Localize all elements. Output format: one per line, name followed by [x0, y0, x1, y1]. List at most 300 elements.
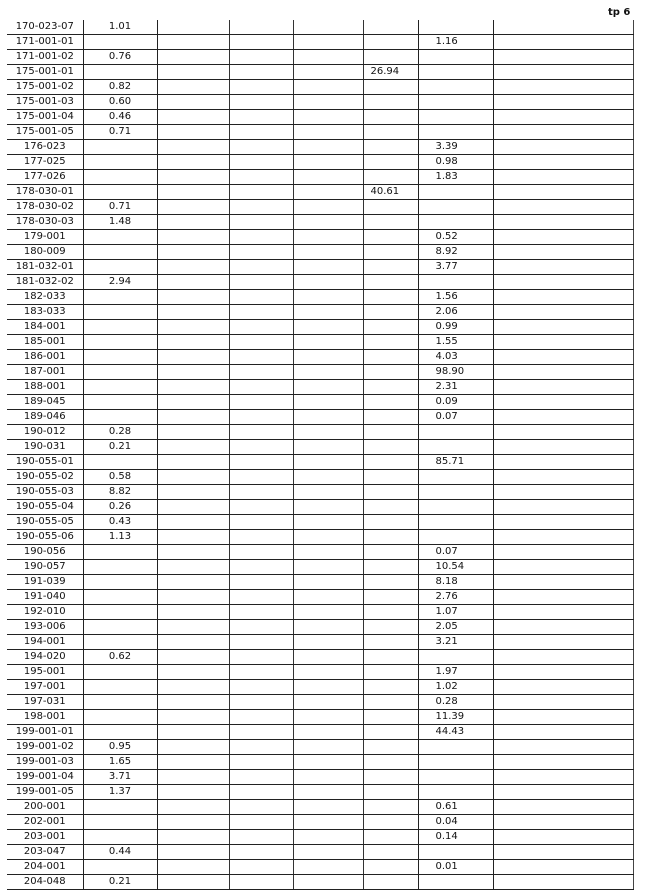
parcel-id-cell: 192-010: [7, 605, 83, 620]
blank-cell: [493, 740, 633, 755]
blank-cell: [493, 785, 633, 800]
value-c-text: 3.77: [435, 261, 458, 272]
value-a-cell: [83, 665, 157, 680]
value-b-cell: [363, 380, 418, 395]
blank-cell: [157, 515, 229, 530]
blank-cell: [157, 200, 229, 215]
blank-cell: [493, 320, 633, 335]
value-b-cell: [363, 740, 418, 755]
parcel-id-cell: 170-023-07: [7, 20, 83, 35]
blank-cell: [229, 740, 293, 755]
table-row: [7, 455, 633, 470]
blank-cell: [229, 95, 293, 110]
value-c-text: 2.05: [435, 621, 458, 632]
blank-cell: [229, 395, 293, 410]
value-c-text: 8.92: [435, 246, 458, 257]
blank-cell: [493, 425, 633, 440]
value-c-cell: [418, 20, 493, 35]
blank-cell: [157, 275, 229, 290]
blank-cell: [157, 320, 229, 335]
blank-cell: [293, 650, 363, 665]
blank-cell: [293, 350, 363, 365]
value-c-cell: [418, 200, 493, 215]
blank-cell: [157, 860, 229, 875]
value-a-cell: [83, 395, 157, 410]
value-c-cell: [418, 575, 493, 590]
value-a-cell: [83, 245, 157, 260]
value-a-cell: 2.94: [83, 275, 157, 290]
blank-cell: [293, 860, 363, 875]
blank-cell: [229, 20, 293, 35]
blank-cell: [293, 845, 363, 860]
value-b-cell: [363, 770, 418, 785]
value-c-cell: [418, 290, 493, 305]
value-b-cell: [363, 350, 418, 365]
parcel-id-cell: 176-023: [7, 140, 83, 155]
blank-cell: [157, 410, 229, 425]
value-c-text: 2.76: [435, 591, 458, 602]
value-b-cell: [363, 95, 418, 110]
value-b-cell: [363, 455, 418, 470]
blank-cell: [293, 305, 363, 320]
blank-cell: [493, 830, 633, 845]
table-row: [7, 20, 633, 35]
blank-cell: [157, 485, 229, 500]
parcel-id-cell: 190-055-05: [7, 515, 83, 530]
blank-cell: [157, 230, 229, 245]
blank-cell: [157, 155, 229, 170]
blank-cell: [293, 575, 363, 590]
value-a-cell: 0.26: [83, 500, 157, 515]
blank-cell: [157, 755, 229, 770]
blank-cell: [293, 500, 363, 515]
blank-cell: [157, 695, 229, 710]
parcel-id-cell: 194-020: [7, 650, 83, 665]
value-a-cell: [83, 320, 157, 335]
table-row: [7, 590, 633, 605]
table-row: [7, 575, 633, 590]
blank-cell: [157, 395, 229, 410]
blank-cell: [293, 455, 363, 470]
blank-cell: [493, 440, 633, 455]
blank-cell: [157, 290, 229, 305]
table-row: [7, 305, 633, 320]
table-row: [7, 185, 633, 200]
blank-cell: [293, 125, 363, 140]
blank-cell: [493, 770, 633, 785]
blank-cell: [229, 710, 293, 725]
blank-cell: [293, 425, 363, 440]
value-a-cell: 0.46: [83, 110, 157, 125]
value-a-cell: 0.28: [83, 425, 157, 440]
value-c-text: 85.71: [435, 456, 465, 467]
parcel-id-cell: 178-030-03: [7, 215, 83, 230]
value-c-cell: [418, 320, 493, 335]
table-row: [7, 170, 633, 185]
value-c-cell: [418, 170, 493, 185]
value-c-text: 44.43: [435, 726, 465, 737]
value-a-cell: [83, 305, 157, 320]
value-b-cell: [363, 725, 418, 740]
value-b-cell: [363, 590, 418, 605]
blank-cell: [157, 830, 229, 845]
blank-cell: [229, 65, 293, 80]
blank-cell: [229, 515, 293, 530]
value-c-text: 98.90: [435, 366, 465, 377]
blank-cell: [493, 605, 633, 620]
table-row: [7, 770, 633, 785]
blank-cell: [157, 260, 229, 275]
value-b-cell: [363, 170, 418, 185]
parcel-id-cell: 178-030-02: [7, 200, 83, 215]
value-a-cell: [83, 605, 157, 620]
blank-cell: [229, 350, 293, 365]
value-c-cell: [418, 335, 493, 350]
blank-cell: [493, 200, 633, 215]
blank-cell: [157, 35, 229, 50]
blank-cell: [229, 800, 293, 815]
blank-cell: [229, 200, 293, 215]
blank-cell: [493, 80, 633, 95]
blank-cell: [493, 710, 633, 725]
parcel-id-cell: 190-055-01: [7, 455, 83, 470]
table-row: [7, 875, 633, 890]
parcel-id-cell: 185-001: [7, 335, 83, 350]
value-b-cell: [363, 200, 418, 215]
blank-cell: [229, 575, 293, 590]
value-b-cell: [363, 230, 418, 245]
table-row: [7, 320, 633, 335]
value-a-cell: [83, 410, 157, 425]
blank-cell: [157, 800, 229, 815]
value-a-cell: 1.65: [83, 755, 157, 770]
value-c-cell: [418, 590, 493, 605]
value-c-text: 0.04: [435, 816, 458, 827]
blank-cell: [293, 245, 363, 260]
value-a-cell: [83, 65, 157, 80]
parcel-id-cell: 178-030-01: [7, 185, 83, 200]
blank-cell: [157, 80, 229, 95]
blank-cell: [293, 155, 363, 170]
blank-cell: [229, 215, 293, 230]
value-b-cell: [363, 155, 418, 170]
value-b-cell: [363, 260, 418, 275]
blank-cell: [493, 470, 633, 485]
table-row: [7, 155, 633, 170]
value-c-cell: [418, 50, 493, 65]
blank-cell: [157, 425, 229, 440]
table-row: [7, 740, 633, 755]
value-c-text: 0.09: [435, 396, 458, 407]
blank-cell: [293, 365, 363, 380]
blank-cell: [157, 335, 229, 350]
blank-cell: [493, 410, 633, 425]
value-c-text: 1.07: [435, 606, 458, 617]
value-a-cell: [83, 545, 157, 560]
parcel-id-cell: 191-039: [7, 575, 83, 590]
value-a-cell: [83, 230, 157, 245]
value-c-text: 8.18: [435, 576, 458, 587]
blank-cell: [293, 725, 363, 740]
value-a-cell: [83, 590, 157, 605]
table-row: [7, 650, 633, 665]
parcel-id-cell: 194-001: [7, 635, 83, 650]
blank-cell: [293, 695, 363, 710]
parcel-id-cell: 175-001-04: [7, 110, 83, 125]
value-c-text: 0.01: [435, 861, 458, 872]
value-c-text: 0.28: [435, 696, 458, 707]
value-b-cell: [363, 275, 418, 290]
table-row: [7, 200, 633, 215]
blank-cell: [293, 395, 363, 410]
parcel-id-cell: 175-001-03: [7, 95, 83, 110]
blank-cell: [229, 185, 293, 200]
blank-cell: [157, 50, 229, 65]
value-c-cell: [418, 800, 493, 815]
value-b-cell: [363, 575, 418, 590]
value-b-cell: [363, 620, 418, 635]
blank-cell: [157, 380, 229, 395]
blank-cell: [229, 530, 293, 545]
blank-cell: [229, 845, 293, 860]
value-c-cell: [418, 665, 493, 680]
value-b-cell: [363, 665, 418, 680]
value-b-cell: [363, 695, 418, 710]
value-c-cell: [418, 695, 493, 710]
value-c-text: 3.21: [435, 636, 458, 647]
table-row: [7, 395, 633, 410]
value-a-cell: 0.44: [83, 845, 157, 860]
blank-cell: [493, 230, 633, 245]
parcel-id-cell: 190-057: [7, 560, 83, 575]
blank-cell: [293, 335, 363, 350]
value-c-cell: [418, 185, 493, 200]
parcel-id-cell: 190-012: [7, 425, 83, 440]
value-b-cell: [363, 125, 418, 140]
value-b-cell: [363, 290, 418, 305]
parcel-id-cell: 171-001-02: [7, 50, 83, 65]
value-c-text: 0.61: [435, 801, 458, 812]
table-row: [7, 50, 633, 65]
blank-cell: [493, 815, 633, 830]
parcel-id-cell: 180-009: [7, 245, 83, 260]
blank-cell: [293, 815, 363, 830]
blank-cell: [229, 680, 293, 695]
value-b-cell: [363, 680, 418, 695]
value-c-cell: [418, 110, 493, 125]
blank-cell: [493, 650, 633, 665]
blank-cell: [229, 485, 293, 500]
value-c-cell: [418, 395, 493, 410]
parcel-id-cell: 184-001: [7, 320, 83, 335]
table-row: [7, 350, 633, 365]
value-b-cell: [363, 815, 418, 830]
value-c-cell: [418, 605, 493, 620]
table-row: [7, 860, 633, 875]
blank-cell: [157, 590, 229, 605]
blank-cell: [229, 860, 293, 875]
value-b-cell: [363, 800, 418, 815]
value-b-text: 26.94: [370, 66, 400, 77]
parcel-id-cell: 190-031: [7, 440, 83, 455]
value-c-cell: [418, 410, 493, 425]
blank-cell: [293, 290, 363, 305]
parcel-id-cell: 190-055-02: [7, 470, 83, 485]
blank-cell: [293, 755, 363, 770]
blank-cell: [229, 50, 293, 65]
blank-cell: [493, 680, 633, 695]
blank-cell: [293, 200, 363, 215]
blank-cell: [293, 275, 363, 290]
blank-cell: [293, 785, 363, 800]
value-c-cell: [418, 470, 493, 485]
blank-cell: [157, 665, 229, 680]
blank-cell: [293, 215, 363, 230]
value-a-cell: [83, 155, 157, 170]
table-row: [7, 485, 633, 500]
blank-cell: [493, 65, 633, 80]
table-row: [7, 245, 633, 260]
table-row: [7, 425, 633, 440]
blank-cell: [293, 65, 363, 80]
value-c-cell: [418, 155, 493, 170]
value-c-cell: [418, 755, 493, 770]
blank-cell: [293, 470, 363, 485]
blank-cell: [493, 515, 633, 530]
blank-cell: [493, 260, 633, 275]
blank-cell: [293, 485, 363, 500]
parcel-id-cell: 197-031: [7, 695, 83, 710]
parcel-id-cell: 179-001: [7, 230, 83, 245]
blank-cell: [293, 170, 363, 185]
table-row: [7, 500, 633, 515]
parcel-id-cell: 197-001: [7, 680, 83, 695]
value-c-cell: [418, 440, 493, 455]
blank-cell: [493, 590, 633, 605]
blank-cell: [157, 770, 229, 785]
value-c-cell: [418, 560, 493, 575]
blank-cell: [229, 830, 293, 845]
parcel-id-cell: 189-046: [7, 410, 83, 425]
table-row: [7, 380, 633, 395]
blank-cell: [157, 650, 229, 665]
blank-cell: [157, 740, 229, 755]
value-b-cell: [363, 215, 418, 230]
table-row: [7, 620, 633, 635]
blank-cell: [157, 470, 229, 485]
parcel-id-cell: 175-001-01: [7, 65, 83, 80]
blank-cell: [229, 470, 293, 485]
value-a-cell: [83, 635, 157, 650]
value-a-cell: 8.82: [83, 485, 157, 500]
blank-cell: [293, 545, 363, 560]
blank-cell: [293, 410, 363, 425]
value-a-cell: [83, 290, 157, 305]
parcel-id-cell: 199-001-05: [7, 785, 83, 800]
value-a-cell: 0.21: [83, 875, 157, 890]
value-b-cell: [363, 35, 418, 50]
value-c-text: 2.31: [435, 381, 458, 392]
blank-cell: [493, 170, 633, 185]
blank-cell: [493, 725, 633, 740]
blank-cell: [157, 620, 229, 635]
blank-cell: [229, 230, 293, 245]
value-a-cell: [83, 170, 157, 185]
value-a-cell: 0.21: [83, 440, 157, 455]
blank-cell: [157, 440, 229, 455]
blank-cell: [493, 185, 633, 200]
blank-cell: [157, 680, 229, 695]
blank-cell: [493, 125, 633, 140]
value-c-cell: [418, 215, 493, 230]
blank-cell: [493, 305, 633, 320]
parcel-id-cell: 203-047: [7, 845, 83, 860]
blank-cell: [229, 35, 293, 50]
blank-cell: [493, 380, 633, 395]
parcel-id-cell: 204-048: [7, 875, 83, 890]
value-a-cell: 0.43: [83, 515, 157, 530]
value-c-cell: [418, 485, 493, 500]
value-b-cell: [363, 530, 418, 545]
blank-cell: [157, 305, 229, 320]
blank-cell: [229, 545, 293, 560]
value-b-cell: [363, 875, 418, 890]
value-b-cell: [363, 20, 418, 35]
value-a-cell: [83, 575, 157, 590]
value-c-cell: [418, 305, 493, 320]
blank-cell: [157, 65, 229, 80]
parcel-id-cell: 191-040: [7, 590, 83, 605]
table-row: [7, 785, 633, 800]
parcel-id-cell: 190-056: [7, 545, 83, 560]
parcel-id-cell: 175-001-02: [7, 80, 83, 95]
blank-cell: [229, 770, 293, 785]
blank-cell: [493, 620, 633, 635]
value-c-cell: [418, 620, 493, 635]
value-b-cell: [363, 845, 418, 860]
parcel-id-cell: 190-055-06: [7, 530, 83, 545]
value-c-text: 2.06: [435, 306, 458, 317]
blank-cell: [293, 320, 363, 335]
table-row: [7, 605, 633, 620]
value-b-cell: [363, 185, 418, 200]
value-c-text: 4.03: [435, 351, 458, 362]
blank-cell: [229, 380, 293, 395]
table-row: [7, 230, 633, 245]
blank-cell: [293, 875, 363, 890]
value-b-cell: [363, 305, 418, 320]
parcel-id-cell: 182-033: [7, 290, 83, 305]
blank-cell: [157, 875, 229, 890]
value-c-cell: [418, 515, 493, 530]
blank-cell: [157, 185, 229, 200]
table-row: [7, 665, 633, 680]
value-c-cell: [418, 245, 493, 260]
blank-cell: [157, 545, 229, 560]
blank-cell: [293, 20, 363, 35]
blank-cell: [229, 335, 293, 350]
blank-cell: [229, 425, 293, 440]
value-b-cell: [363, 560, 418, 575]
value-a-cell: 1.48: [83, 215, 157, 230]
value-a-cell: 0.82: [83, 80, 157, 95]
value-a-cell: [83, 725, 157, 740]
value-c-text: 0.07: [435, 411, 458, 422]
blank-cell: [229, 125, 293, 140]
value-c-cell: [418, 740, 493, 755]
parcel-id-cell: 195-001: [7, 665, 83, 680]
value-a-cell: [83, 695, 157, 710]
